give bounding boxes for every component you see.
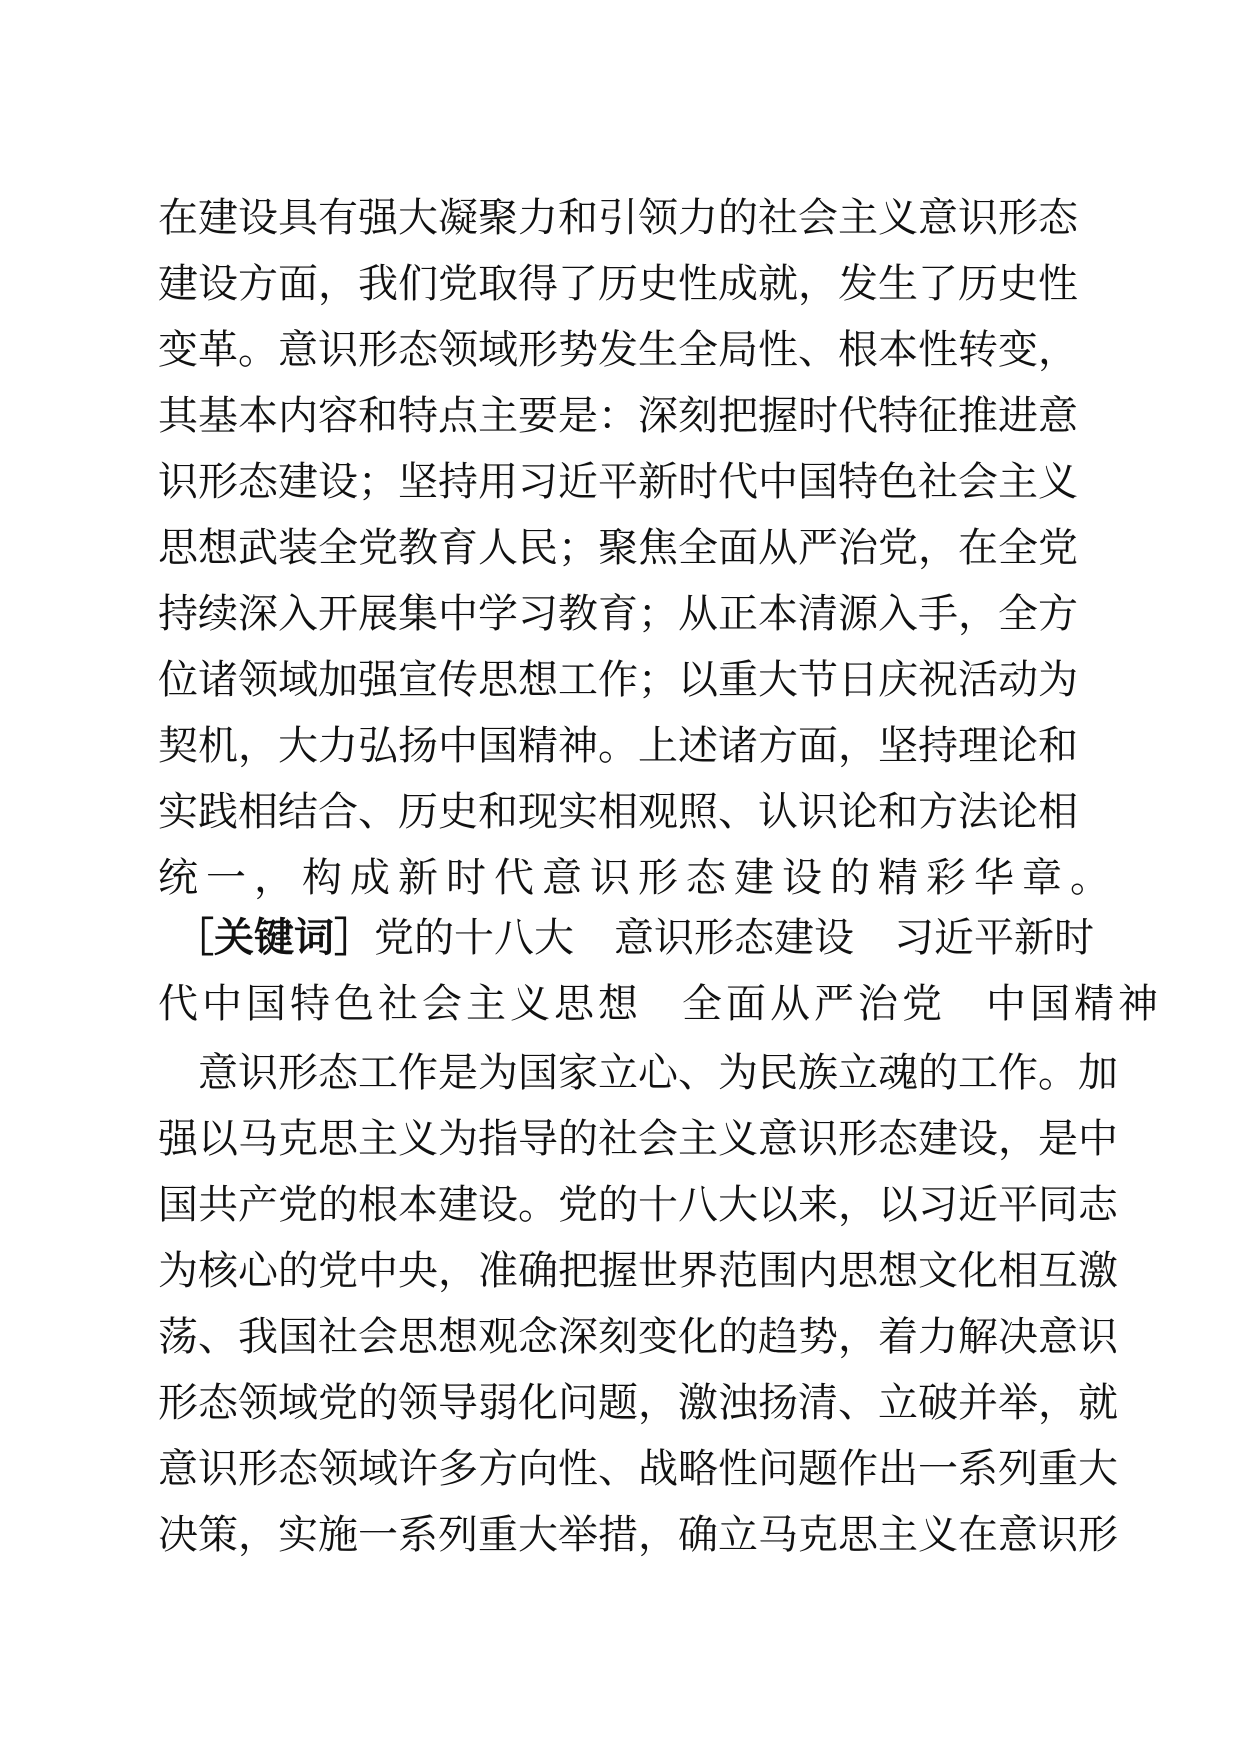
keywords-section <box>158 905 1162 1037</box>
abstract-line: 识形态建设；坚持用习近平新时代中国特色社会主义 <box>158 459 1078 505</box>
keyword-item: 代中国特色社会主义思想 <box>158 981 642 1027</box>
abstract-line: 在建设具有强大凝聚力和引领力的社会主义意识形态 <box>158 195 1078 241</box>
abstract-line: 建设方面，我们党取得了历史性成就，发生了历史性 <box>158 261 1078 307</box>
keyword-item: 中国精神 <box>986 981 1162 1027</box>
body-line: 意识形态领域许多方向性、战略性问题作出一系列重大 <box>158 1446 1118 1492</box>
body-line: 形态领域党的领导弱化问题，激浊扬清、立破并举，就 <box>158 1380 1118 1426</box>
body-line: 国共产党的根本建设。党的十八大以来，以习近平同志 <box>158 1182 1118 1228</box>
abstract-line: 变革。意识形态领域形势发生全局性、根本性转变， <box>158 327 1078 373</box>
body-paragraph <box>158 1040 1118 1568</box>
abstract-line: 实践相结合、历史和现实相观照、认识论和方法论相 <box>158 789 1078 835</box>
body-line: 决策，实施一系列重大举措，确立马克思主义在意识形 <box>158 1512 1118 1558</box>
body-line: 为核心的党中央，准确把握世界范围内思想文化相互激 <box>158 1248 1118 1294</box>
abstract-paragraph <box>158 185 1118 911</box>
keyword-item: 意识形态建设 <box>614 915 854 961</box>
body-line: 荡、我国社会思想观念深刻变化的趋势，着力解决意识 <box>158 1314 1118 1360</box>
keyword-item: 党的十八大 <box>374 915 574 961</box>
abstract-line: 统一，构成新时代意识形态建设的精彩华章。 <box>158 855 1118 901</box>
body-line: 强以马克思主义为指导的社会主义意识形态建设，是中 <box>158 1116 1118 1162</box>
keywords-label: ［关键词］ <box>174 915 374 961</box>
abstract-line: 其基本内容和特点主要是：深刻把握时代特征推进意 <box>158 393 1078 439</box>
keywords-line <box>158 971 1162 1037</box>
body-line: 意识形态工作是为国家立心、为民族立魂的工作。加 <box>158 1050 1118 1096</box>
keywords-line <box>158 905 1094 971</box>
abstract-line: 思想武装全党教育人民；聚焦全面从严治党，在全党 <box>158 525 1078 571</box>
keyword-item: 全面从严治党 <box>682 981 946 1027</box>
abstract-line: 契机，大力弘扬中国精神。上述诸方面，坚持理论和 <box>158 723 1078 769</box>
keyword-item: 习近平新时 <box>894 915 1094 961</box>
abstract-line: 位诸领域加强宣传思想工作；以重大节日庆祝活动为 <box>158 657 1078 703</box>
abstract-line: 持续深入开展集中学习教育；从正本清源入手，全方 <box>158 591 1078 637</box>
